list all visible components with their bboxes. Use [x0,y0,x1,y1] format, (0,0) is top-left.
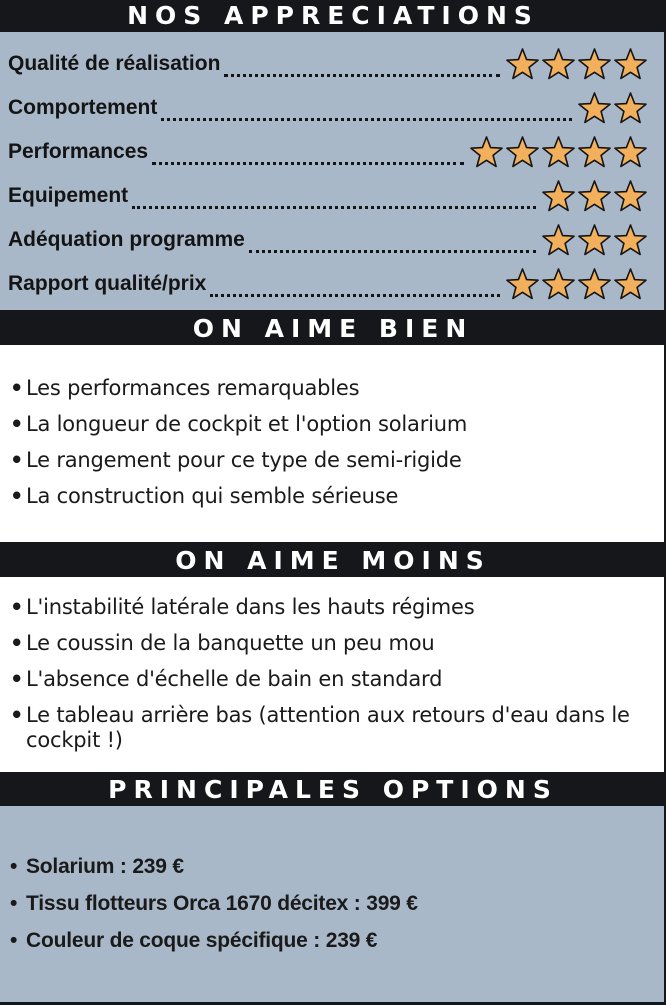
star-icon [541,179,576,213]
star-icon [613,47,648,81]
list-item: • Les performances remarquables [10,376,660,401]
list-item: • Le tableau arrière bas (attention aux retours d'eau dans le cockpit !) [10,703,660,753]
dot-leader [132,188,536,209]
section-title-options: PRINCIPALES OPTIONS [0,774,666,806]
star-icon [613,91,648,125]
star-icon [577,267,612,301]
rating-row [8,178,648,214]
list-item: • La longueur de cockpit et l'option solarium [10,412,660,437]
dot-leader [161,100,572,121]
options-panel [0,806,666,1002]
star-icon [577,223,612,257]
star-icon [613,135,648,169]
dot-leader [152,144,464,165]
rating-label: Adéquation programme [8,228,245,251]
star-icon [541,47,576,81]
rating-stars [576,91,648,125]
dot-leader [249,232,536,253]
star-icon [541,223,576,257]
rating-stars [468,135,648,169]
list-item: • Solarium : 239 € [10,854,660,879]
star-icon [577,47,612,81]
star-icon [505,135,540,169]
list-item: • Couleur de coque spécifique : 239 € [10,928,660,953]
section-title-aime-moins: ON AIME MOINS [0,545,666,577]
rating-row [8,222,648,258]
aime-bien-panel [0,345,666,542]
aime-moins-list [10,595,660,764]
star-icon [505,267,540,301]
star-icon [577,179,612,213]
star-icon [577,135,612,169]
list-item: • Le rangement pour ce type de semi-rigide [10,448,660,473]
star-icon [541,267,576,301]
rating-label: Comportement [8,96,158,119]
section-title-aime-bien: ON AIME BIEN [0,313,666,345]
dot-leader [210,276,500,297]
star-icon [613,223,648,257]
aime-bien-list [10,376,660,520]
rating-row [8,266,648,302]
rating-stars [540,223,648,257]
rating-stars [504,47,648,81]
list-item: • L'instabilité latérale dans les hauts régimes [10,595,660,620]
rating-stars [540,179,648,213]
rating-label: Performances [8,140,149,163]
rating-row [8,134,648,170]
section-title-appreciations: NOS APPRECIATIONS [0,0,666,32]
list-item: • Le coussin de la banquette un peu mou [10,631,660,656]
star-icon [613,179,648,213]
list-item: • Tissu flotteurs Orca 1670 décitex : 399 € [10,891,660,916]
star-icon [541,135,576,169]
rating-label: Rapport qualité/prix [8,272,207,295]
star-icon [613,267,648,301]
rating-row [8,46,648,82]
rating-label: Qualité de réalisation [8,52,221,75]
options-list [10,854,660,965]
star-icon [505,47,540,81]
rating-row [8,90,648,126]
star-icon [577,91,612,125]
appreciations-panel [0,32,666,310]
rating-stars [504,267,648,301]
star-icon [469,135,504,169]
aime-moins-panel [0,577,666,772]
list-item: • La construction qui semble sérieuse [10,484,660,509]
rating-label: Equipement [8,184,129,207]
dot-leader [224,56,500,77]
list-item: • L'absence d'échelle de bain en standard [10,667,660,692]
